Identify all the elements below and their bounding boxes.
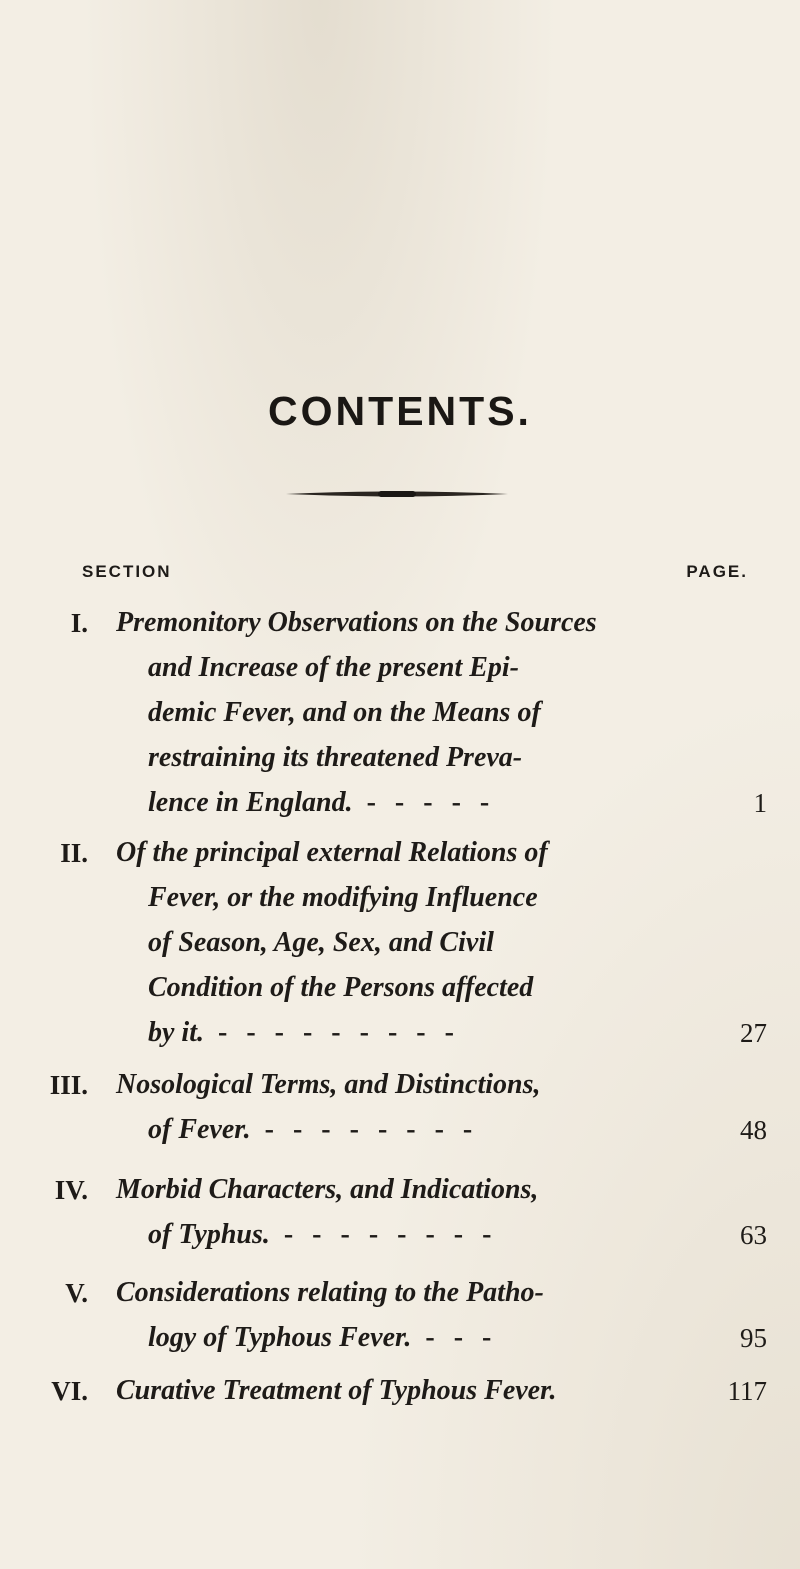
- section-number: I.: [70, 608, 88, 638]
- page-number: 63: [740, 1220, 767, 1250]
- entry-title-line: and Increase of the present Epi-: [148, 652, 519, 683]
- ornamental-rule: [286, 487, 508, 501]
- page-number: 117: [727, 1376, 767, 1406]
- entry-title-text: of Typhus.: [148, 1219, 270, 1250]
- entry-title-line: Curative Treatment of Typhous Fever.: [116, 1375, 557, 1406]
- section-number: VI.: [51, 1376, 88, 1406]
- entry-title-line: [148, 1313, 497, 1363]
- section-column-header: SECTION: [82, 562, 172, 581]
- page-number: 48: [740, 1115, 767, 1145]
- dot-leader: - - - - - - - - -: [218, 1017, 460, 1048]
- dot-leader: - - - - - - - -: [283, 1219, 498, 1250]
- entry-title-line: Premonitory Observations on the Sources: [116, 607, 597, 638]
- entry-title-line: Nosological Terms, and Distinctions,: [116, 1069, 541, 1100]
- section-number: IV.: [54, 1175, 88, 1205]
- entry-title-line: Condition of the Persons affected: [148, 972, 534, 1003]
- dot-leader: - - - - -: [366, 787, 496, 818]
- entry-title-line: [148, 1105, 478, 1155]
- entry-title-line: demic Fever, and on the Means of: [148, 697, 541, 728]
- entry-title-text: logy of Typhous Fever.: [148, 1322, 412, 1353]
- section-number: II.: [60, 838, 88, 868]
- entry-title-line: Fever, or the modifying Influence: [148, 882, 538, 913]
- dot-leader: - - -: [425, 1322, 498, 1353]
- section-number: V.: [65, 1278, 88, 1308]
- entry-title-line: Of the principal external Relations of: [116, 837, 548, 868]
- entry-title-text: lence in England.: [148, 787, 353, 818]
- entry-title-text: of Fever.: [148, 1114, 251, 1145]
- entry-title-line: [148, 1210, 497, 1260]
- page-column-header: PAGE.: [686, 562, 748, 581]
- entry-title-line: [148, 1008, 460, 1058]
- entry-title-line: [148, 778, 495, 828]
- entry-title-line: restraining its threatened Preva-: [148, 742, 523, 773]
- entry-title-line: Morbid Characters, and Indications,: [116, 1174, 539, 1205]
- page-title: CONTENTS.: [268, 388, 532, 434]
- entry-title-line: Considerations relating to the Patho-: [116, 1277, 544, 1308]
- page-number: 95: [740, 1323, 767, 1353]
- section-number: III.: [49, 1070, 88, 1100]
- dot-leader: - - - - - - - -: [264, 1114, 479, 1145]
- entry-title-line: of Season, Age, Sex, and Civil: [148, 927, 494, 958]
- entry-title-text: by it.: [148, 1017, 204, 1048]
- page-number: 27: [740, 1018, 767, 1048]
- page-number: 1: [753, 788, 767, 818]
